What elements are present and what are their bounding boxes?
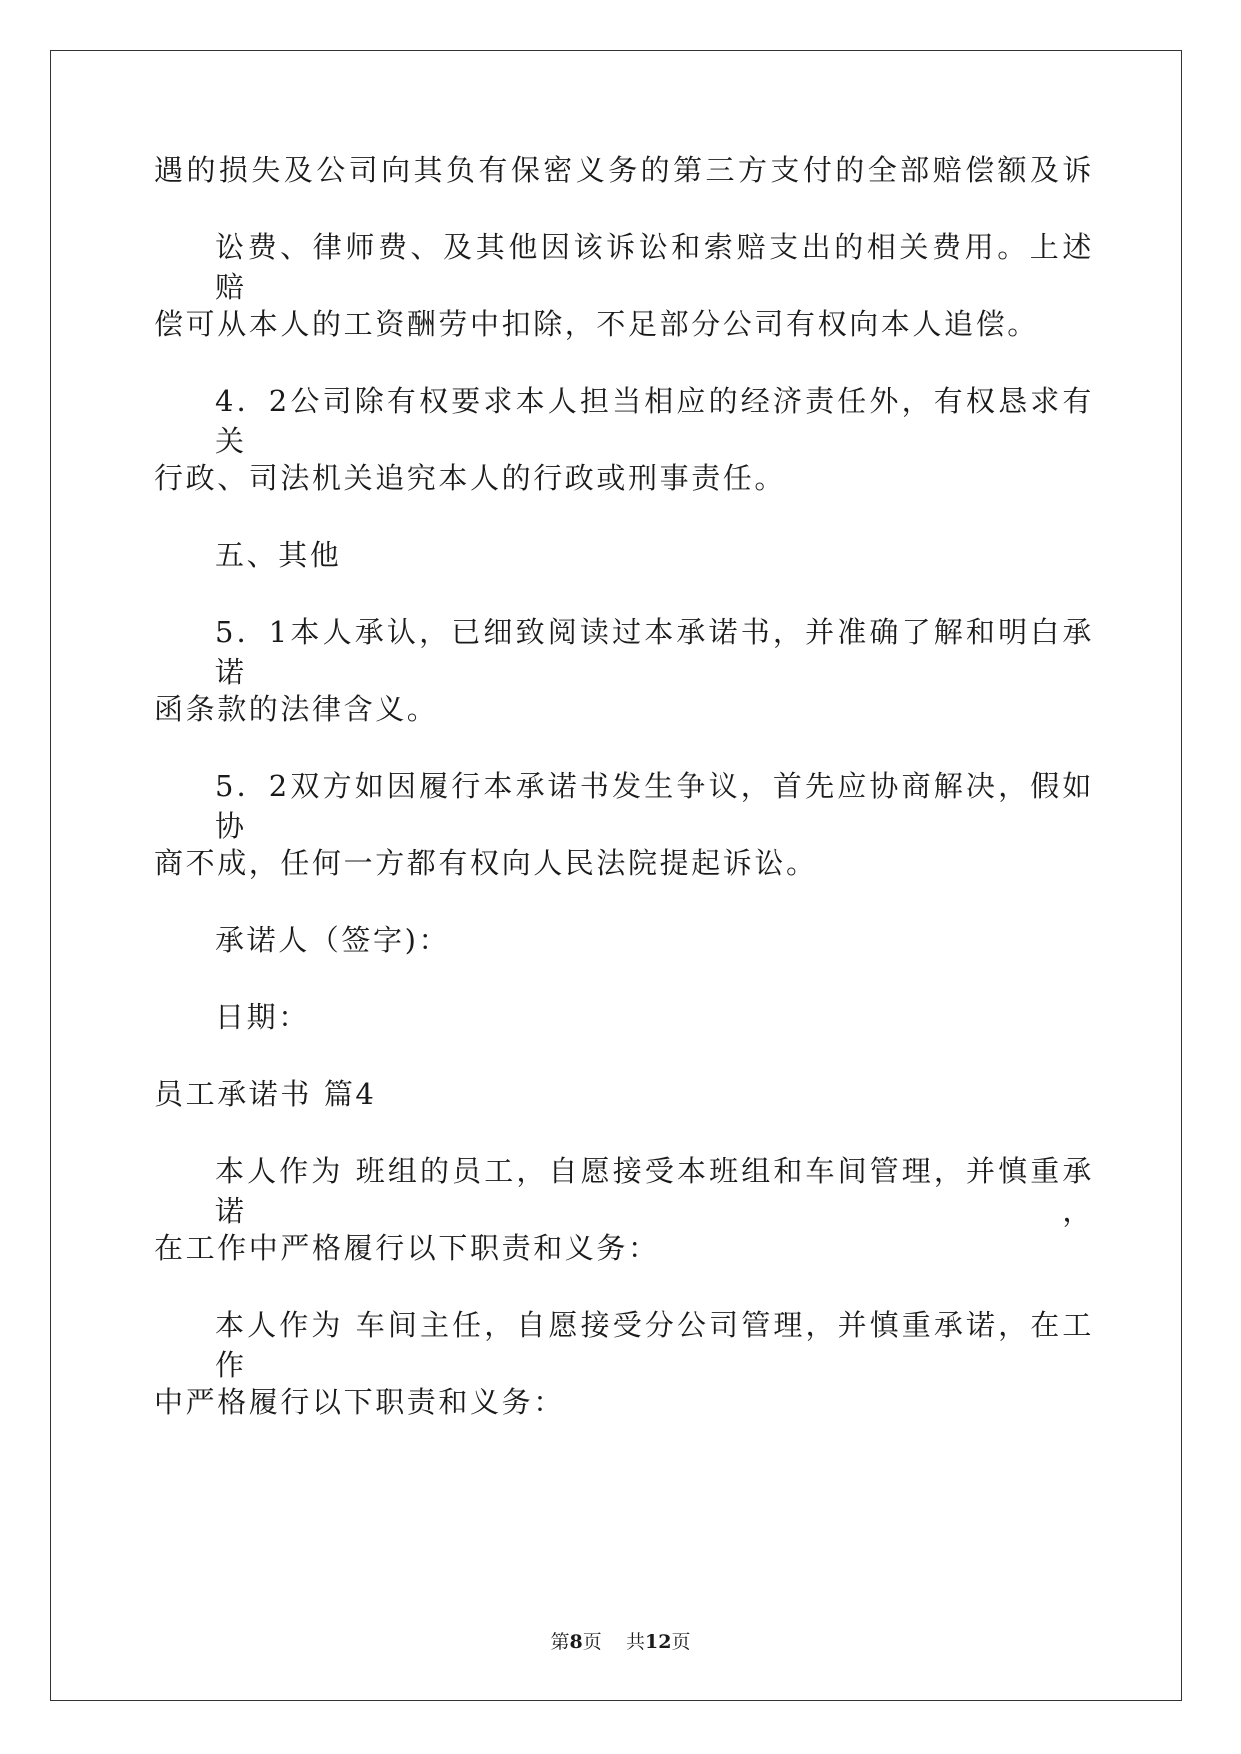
total-prefix: 共	[625, 1631, 645, 1653]
total-pages: 12	[644, 1631, 672, 1653]
page-prefix: 第	[550, 1631, 570, 1653]
page-suffix: 页	[582, 1631, 602, 1653]
page-number: 8	[569, 1631, 583, 1653]
text-line: 4．2公司除有权要求本人担当相应的经济责任外，有权恳求有关	[215, 384, 1094, 458]
text-line: 函条款的法律含义。	[154, 692, 439, 726]
section-title: 员工承诺书 篇4	[154, 1077, 377, 1111]
section-heading: 五、其他	[215, 538, 342, 572]
text-line: 遇的损失及公司向其负有保密义务的第三方支付的全部赔偿额及诉	[154, 153, 1094, 187]
text-line: 本人作为 车间主任，自愿接受分公司管理，并慎重承诺，在工作	[215, 1308, 1094, 1382]
text-line: 5．1本人承认，已细致阅读过本承诺书，并准确了解和明白承诺	[215, 615, 1094, 689]
text-line: 5．2双方如因履行本承诺书发生争议，首先应协商解决，假如协	[215, 769, 1094, 843]
text-line: 讼费、律师费、及其他因该诉讼和索赔支出的相关费用。上述赔	[215, 230, 1094, 304]
signature-label: 承诺人（签字)：	[215, 923, 451, 957]
text-line: 中严格履行以下职责和义务：	[154, 1385, 565, 1419]
text-line: 偿可从本人的工资酬劳中扣除，不足部分公司有权向本人追偿。	[154, 307, 1039, 341]
text-line: 商不成，任何一方都有权向人民法院提起诉讼。	[154, 846, 818, 880]
total-suffix: 页	[671, 1631, 691, 1653]
date-label: 日期：	[215, 1000, 310, 1034]
text-line: 在工作中严格履行以下职责和义务：	[154, 1231, 660, 1265]
page-footer	[0, 1630, 1241, 1654]
text-line: 本人作为 班组的员工，自愿接受本班组和车间管理，并慎重承诺，	[215, 1154, 1094, 1228]
text-line: 行政、司法机关追究本人的行政或刑事责任。	[154, 461, 787, 495]
